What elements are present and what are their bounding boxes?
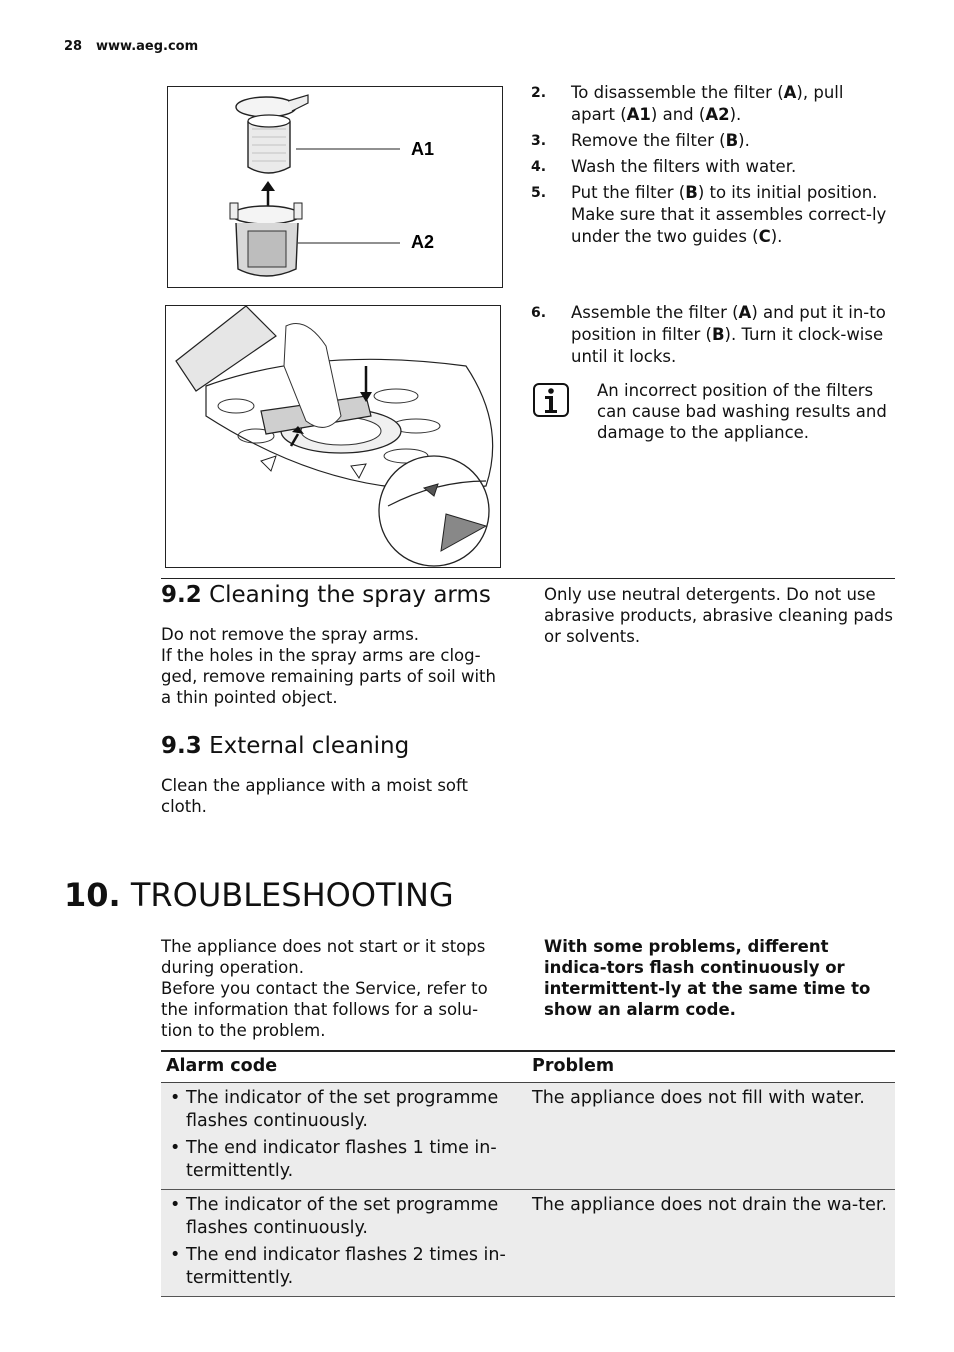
problem-cell: The appliance does not drain the wa-ter. [527, 1190, 895, 1297]
list-item: • The end indicator flashes 1 time in-termittently. [170, 1138, 497, 1181]
steps-list-top [531, 82, 891, 252]
filter-disassembly-figure [167, 86, 503, 288]
step-text: Wash the filters with water. [571, 157, 797, 176]
section-divider [161, 578, 895, 579]
step-number: 6. [531, 305, 547, 321]
section-9-2-body: Do not remove the spray arms. If the holes in the spray arms are clog-ged, remove remaining parts of soil with a thin pointed object. [161, 625, 496, 707]
list-item: • The indicator of the set programme flashes continuously. [170, 1195, 499, 1238]
step-4 [531, 156, 891, 178]
step-2 [531, 82, 891, 126]
column-header-problem: Problem [527, 1051, 895, 1083]
troubleshooting-intro: The appliance does not start or it stops during operation. Before you contact the Service, refer to the information that follows for a solu-tion to the problem. [161, 937, 488, 1040]
filter-illustration [168, 87, 502, 287]
section-9-2-heading: 9.2 Cleaning the spray arms [161, 582, 491, 608]
step-5 [531, 182, 891, 248]
step-text: To disassemble the filter (A), pull apart (A1) and (A2). [571, 83, 844, 124]
alarm-code-table [161, 1050, 895, 1297]
info-icon [533, 383, 569, 417]
list-item: • The indicator of the set programme flashes continuously. [170, 1088, 499, 1131]
section-9-3-body: Clean the appliance with a moist soft cloth. [161, 776, 469, 816]
step-number: 5. [531, 185, 547, 201]
filter-assembly-figure [165, 305, 501, 568]
label-a1: A1 [411, 139, 435, 159]
section-9-2-note: Only use neutral detergents. Do not use abrasive products, abrasive cleaning pads or solvents. [544, 585, 893, 646]
chapter-10-heading: 10. TROUBLESHOOTING [64, 876, 454, 914]
step-number: 2. [531, 85, 547, 101]
info-note-text: An incorrect position of the filters can cause bad washing results and damage to the appliance. [597, 381, 887, 442]
list-item: • The end indicator flashes 2 times in-termittently. [170, 1245, 506, 1288]
alarm-code-cell [161, 1190, 527, 1297]
step-number: 3. [531, 133, 547, 149]
label-a2: A2 [411, 232, 435, 252]
column-header-alarm-code: Alarm code [161, 1051, 527, 1083]
table-header-row [161, 1051, 895, 1083]
steps-list-bottom [531, 302, 891, 372]
troubleshooting-bold-note: With some problems, different indica-tors flash continuously or intermittent-ly at the same time to show an alarm code. [544, 937, 871, 1019]
table-row [161, 1190, 895, 1297]
step-3 [531, 130, 891, 152]
step-text: Remove the filter (B). [571, 131, 750, 150]
step-text: Put the filter (B) to its initial position. Make sure that it assembles correct-ly under the two guides (C). [571, 183, 887, 246]
alarm-code-cell [161, 1083, 527, 1190]
header-url: www.aeg.com [96, 39, 199, 54]
step-6 [531, 302, 891, 368]
assembly-illustration [166, 306, 500, 567]
table-row [161, 1083, 895, 1190]
section-9-3-heading: 9.3 External cleaning [161, 733, 410, 759]
step-number: 4. [531, 159, 547, 175]
problem-cell: The appliance does not fill with water. [527, 1083, 895, 1190]
step-text: Assemble the filter (A) and put it in-to position in filter (B). Turn it clock-wise until it locks. [571, 303, 886, 366]
page-number: 28 [64, 39, 83, 54]
